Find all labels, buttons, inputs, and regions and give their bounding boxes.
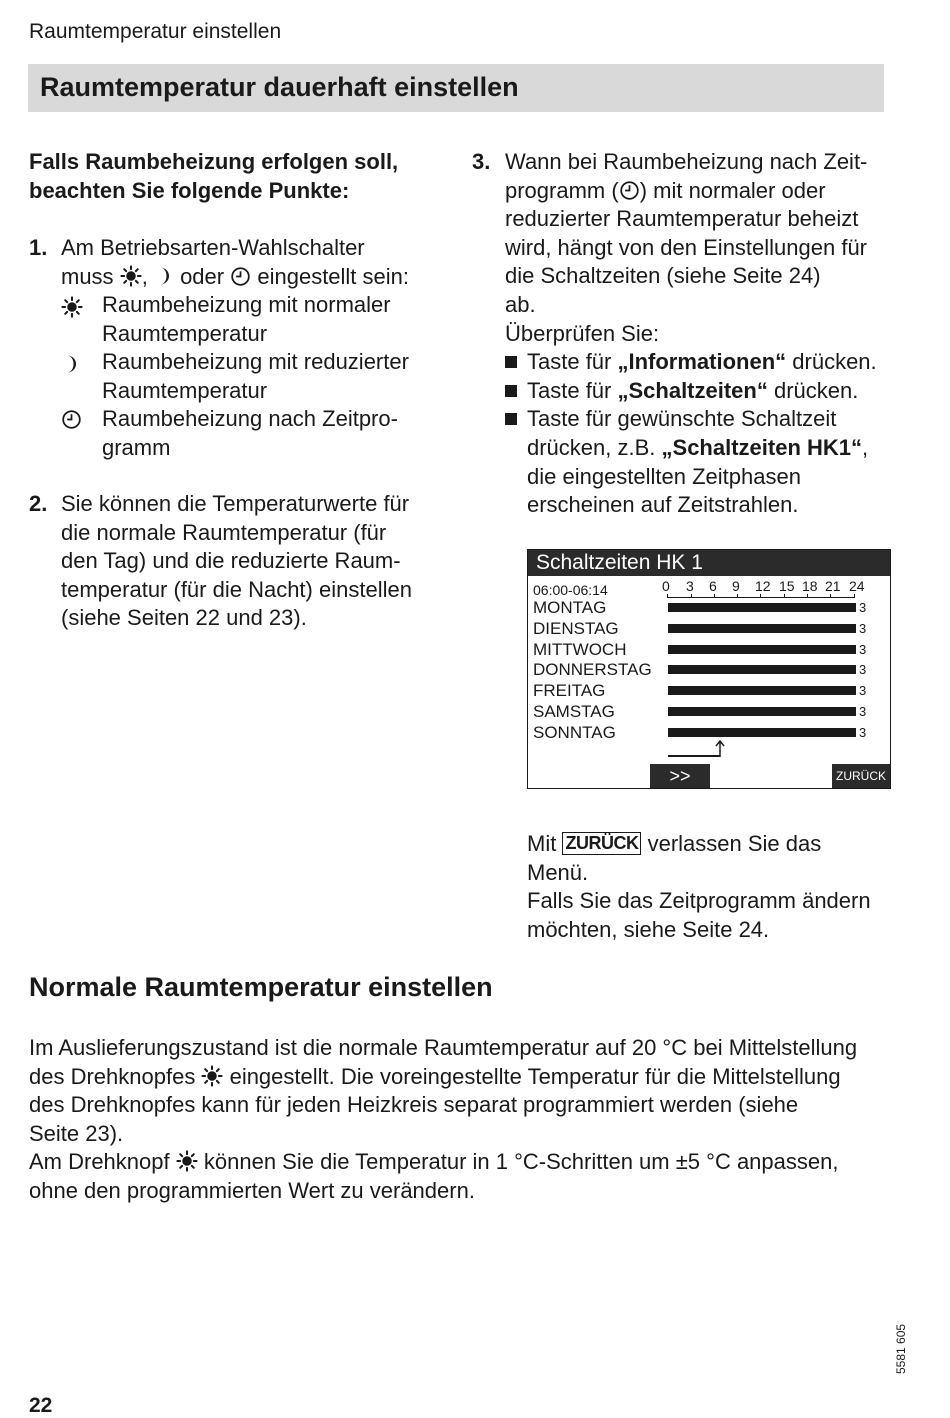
text-fragment: , — [862, 435, 869, 460]
item-text: Am Betriebsarten-Wahlschalter — [61, 235, 365, 260]
item-text: reduzierter Raumtemperatur beheizt — [505, 206, 859, 232]
text-fragment: eingestellt. Die voreingestellte Temperatur für die Mittelstellung — [229, 1063, 841, 1089]
text-line: ohne den programmierten Wert zu verändern. — [29, 1178, 475, 1203]
list-item-2 — [29, 490, 449, 640]
bullet-item — [505, 348, 877, 377]
text-fragment: Taste für — [527, 349, 618, 375]
day-timebar — [668, 665, 856, 674]
text-line: Seite 23). — [29, 1120, 124, 1146]
bullet-square-icon — [505, 385, 517, 397]
item-number: 1. — [29, 235, 48, 260]
text-line — [29, 1148, 838, 1177]
day-name: SONNTAG — [533, 722, 616, 742]
sun-icon — [120, 265, 142, 287]
text-fragment: eingestellt sein: — [257, 264, 410, 289]
hour-tick-label: 0 — [662, 578, 670, 594]
hour-tick-label: 12 — [755, 578, 771, 594]
item-text: Sie können die Temperaturwerte für — [61, 491, 410, 516]
document-number-text: 5581 605 — [894, 1323, 908, 1374]
day-timebar — [668, 686, 856, 695]
text-line: Menü. — [527, 859, 589, 885]
section-title: Raumtemperatur dauerhaft einstellen — [40, 72, 519, 102]
day-timebar — [668, 624, 856, 633]
bullet-continuation: erscheinen auf Zeitstrahlen. — [527, 492, 799, 518]
text-fragment: können Sie die Temperatur in 1 °C-Schritten um ±5 °C anpassen, — [203, 1149, 839, 1175]
text-fragment: drücken. — [767, 377, 859, 403]
hour-axis — [667, 597, 855, 598]
text-line: Im Auslieferungszustand ist die normale Raumtemperatur auf 20 °C bei Mittelstellung — [29, 1035, 858, 1060]
display-header — [528, 550, 890, 576]
key-name: „Schaltzeiten HK1“ — [661, 435, 863, 460]
after-display-text — [527, 830, 927, 950]
moon-icon — [154, 265, 174, 287]
day-phase-count: 3 — [859, 641, 867, 657]
time-range: 06:00-06:14 — [533, 582, 608, 598]
text-fragment: drücken. — [786, 349, 877, 375]
clock-icon — [61, 409, 82, 430]
key-name: „Schaltzeiten“ — [617, 377, 768, 403]
item-text: den Tag) und die reduzierte Raum- — [61, 548, 401, 574]
day-timebar — [668, 707, 856, 716]
day-name: FREITAG — [533, 681, 606, 701]
text-line — [527, 830, 821, 859]
text-fragment: Taste für — [527, 377, 618, 403]
text-line: des Drehknopfes kann für jeden Heizkreis separat programmiert werden (siehe — [29, 1092, 799, 1118]
item-text: gramm — [102, 435, 171, 460]
normal-paragraph — [29, 1034, 909, 1214]
item-text: wird, hängt von den Einstellungen für — [505, 234, 868, 260]
text-line: Falls Sie das Zeitprogramm ändern — [527, 888, 871, 914]
text-fragment: Mit — [527, 831, 557, 856]
day-name: DONNERSTAG — [533, 660, 652, 680]
text-fragment: drücken, z.B. — [527, 435, 662, 460]
item-text: Raumtemperatur — [102, 321, 268, 346]
back-button[interactable]: ZURÜCK — [832, 764, 890, 788]
hour-tick-label: 21 — [825, 578, 841, 594]
day-phase-count: 3 — [859, 600, 867, 615]
clock-icon — [619, 180, 640, 201]
text-fragment: ) mit normaler oder — [639, 177, 826, 203]
day-name: SAMSTAG — [533, 702, 615, 721]
cursor-line — [668, 755, 720, 757]
hour-tick-label: 6 — [709, 578, 717, 594]
cursor-arrow-icon — [714, 740, 726, 758]
text-fragment: verlassen Sie das — [647, 831, 822, 856]
display-title: Schaltzeiten HK 1 — [536, 551, 703, 574]
day-name: MITTWOCH — [533, 639, 627, 659]
day-phase-count: 3 — [859, 704, 867, 719]
running-head: Raumtemperatur einstellen — [29, 20, 282, 43]
text-fragment: muss — [61, 264, 114, 289]
hour-tick-label: 15 — [779, 578, 795, 594]
next-button[interactable]: >> — [650, 764, 710, 788]
text-fragment: Am Drehknopf — [29, 1149, 170, 1175]
item-text-clock-line — [505, 177, 826, 206]
schaltzeiten-display — [527, 549, 891, 789]
bullet-square-icon — [505, 356, 517, 368]
item-text: temperatur (für die Nacht) einstellen — [61, 576, 412, 602]
day-name: MONTAG — [533, 598, 607, 617]
list-item-3 — [472, 148, 902, 528]
item-number: 3. — [472, 149, 491, 174]
key-name: „Informationen“ — [617, 349, 787, 375]
clock-icon — [230, 266, 251, 287]
bullet-item — [505, 405, 836, 434]
item-text: Wann bei Raumbeheizung nach Zeit- — [505, 149, 868, 174]
text-fragment: programm ( — [505, 177, 619, 203]
sun-icon — [176, 1150, 198, 1172]
list-item-1 — [29, 234, 449, 474]
text-line — [29, 1063, 841, 1092]
intro-line: beachten Sie folgende Punkte: — [29, 178, 350, 203]
item-number: 2. — [29, 491, 48, 516]
item-text: Raumbeheizung mit normaler — [102, 292, 391, 317]
page-number: 22 — [29, 1394, 53, 1417]
day-phase-count: 3 — [859, 662, 867, 678]
item-text: Raumbeheizung mit reduzierter — [102, 349, 409, 374]
day-phase-count: 3 — [859, 620, 867, 636]
hour-tick-label: 24 — [849, 578, 865, 594]
sun-icon — [201, 1065, 223, 1087]
hour-tick-label: 9 — [732, 578, 740, 594]
hour-tick-label: 3 — [686, 578, 694, 594]
bullet-continuation: die eingestellten Zeitphasen — [527, 463, 801, 489]
text-line: möchten, siehe Seite 24. — [527, 916, 770, 942]
sun-icon — [61, 296, 83, 318]
item-text-mode-line — [61, 263, 409, 292]
document-number — [894, 1322, 914, 1377]
item-text: ab. — [505, 292, 536, 317]
text-fragment: Taste für gewünschte Schaltzeit — [527, 406, 837, 432]
text-fragment: oder — [180, 264, 225, 289]
bullet-square-icon — [505, 413, 517, 425]
day-timebar — [668, 645, 856, 654]
day-timebar — [668, 603, 856, 612]
text-fragment: des Drehknopfes — [29, 1063, 196, 1089]
bullet-continuation — [527, 434, 868, 463]
intro-line: Falls Raumbeheizung erfolgen soll, — [29, 149, 399, 174]
item-text: Überprüfen Sie: — [505, 320, 660, 346]
item-text: die Schaltzeiten (siehe Seite 24) — [505, 263, 821, 289]
text-fragment: , — [141, 264, 148, 289]
zurueck-key: ZURÜCK — [562, 832, 641, 855]
day-timebar — [668, 728, 856, 737]
section-title-bar — [28, 64, 884, 112]
day-phase-count: 3 — [859, 724, 867, 740]
day-name: DIENSTAG — [533, 618, 619, 638]
item-text: Raumbeheizung nach Zeitpro- — [102, 406, 398, 431]
moon-icon — [61, 353, 81, 375]
subsection-title: Normale Raumtemperatur einstellen — [29, 972, 493, 1002]
item-text: Raumtemperatur — [102, 378, 268, 403]
bullet-item — [505, 377, 858, 406]
item-text: (siehe Seiten 22 und 23). — [61, 605, 307, 631]
item-text: die normale Raumtemperatur (für — [61, 519, 387, 545]
hour-tick-label: 18 — [802, 578, 818, 594]
day-phase-count: 3 — [859, 683, 867, 699]
